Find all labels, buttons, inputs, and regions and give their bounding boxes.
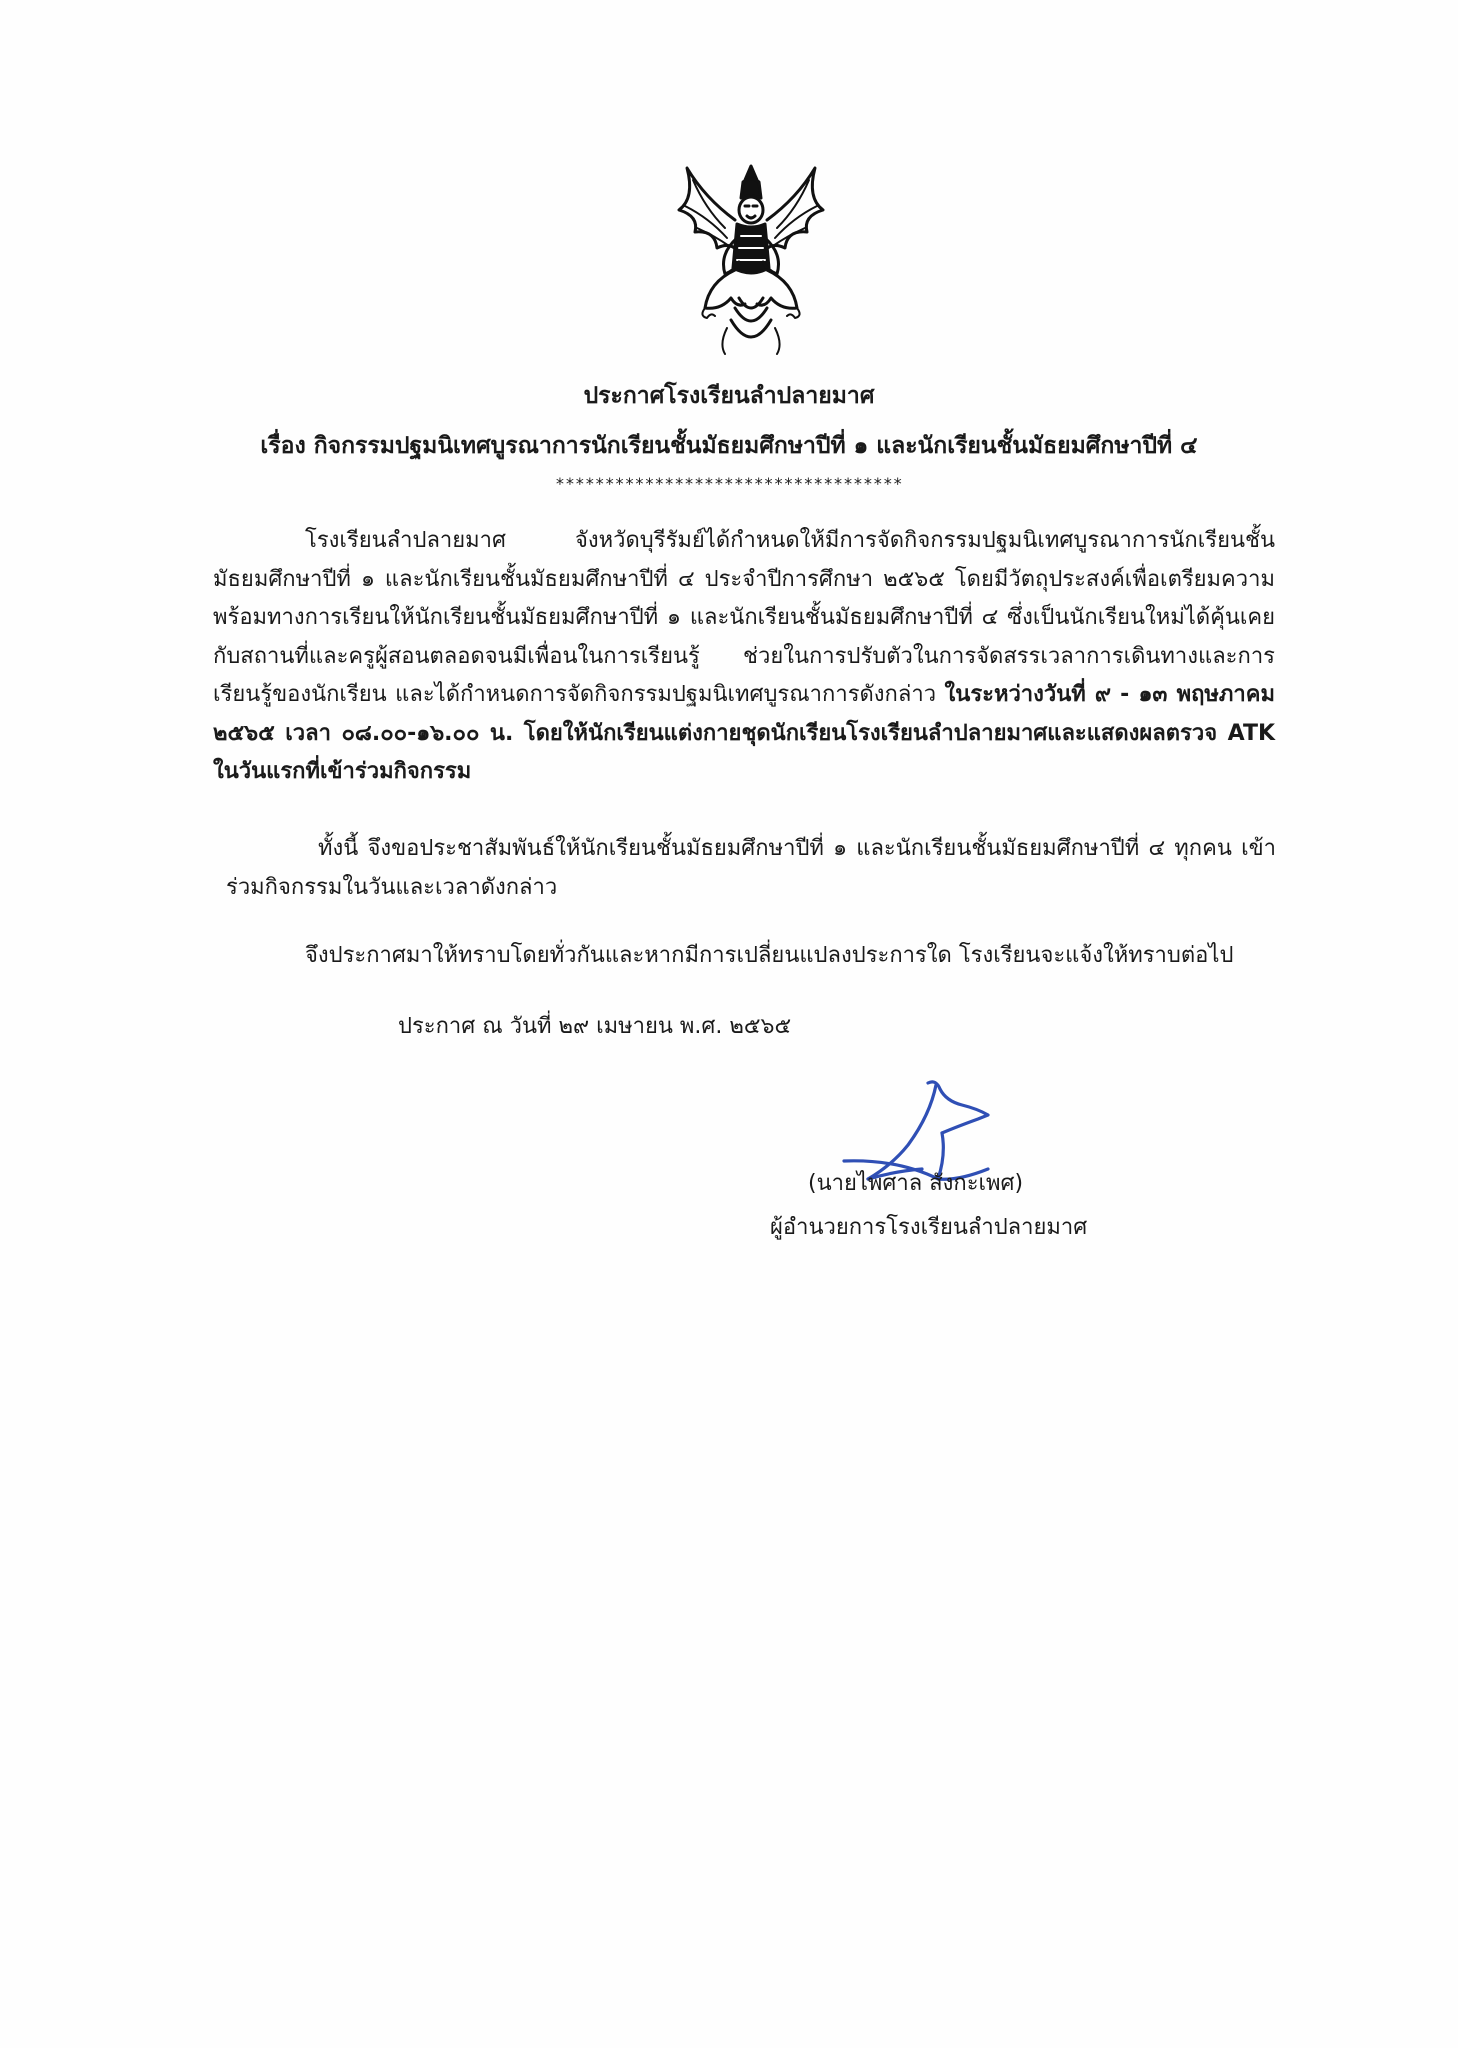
- body-paragraph-1: [213, 522, 1275, 792]
- body-paragraph-2: ทั้งนี้ จึงขอประชาสัมพันธ์ให้นักเรียนชั้นมัธยมศึกษาปีที่ ๑ และนักเรียนชั้นมัธยมศึกษาปีที่ ๔ ทุกคน เข้าร่วมกิจกรรมในวันและเวลาดังกล่าว: [226, 836, 1276, 900]
- announcement-subject: เรื่อง กิจกรรมปฐมนิเทศบูรณาการนักเรียนชั้นมัธยมศึกษาปีที่ ๑ และนักเรียนชั้นมัธยมศึกษาปีที่ ๔: [260, 433, 1198, 459]
- separator-line: ***********************************: [555, 474, 903, 493]
- paragraph-1-text: โรงเรียนลำปลายมาศ จังหวัดบุรีรัมย์ได้กำหนดให้มีการจัดกิจกรรมปฐมนิเทศบูรณาการนักเรียนชั้นมัธยมศึกษาปีที่ ๑ และนักเรียนชั้นมัธยมศึกษาปีที่ ๔ ประจำปีการศึกษา ๒๕๖๕ โดยมีวัตถุประสงค์เพื่อเตรียมความพร้อมทางการเรียนให้นักเรียนชั้นมัธยมศึกษาปีที่ ๑ และนักเรียนชั้นมัธยมศึกษาปีที่ ๔ ซึ่งเป็นนักเรียนใหม่ได้คุ้นเคยกับสถานที่และครูผู้สอนตลอดจนมีเพื่อนในการเรียนรู้ ช่วยในการปรับตัวในการจัดสรรเวลาการเดินทางและการเรียนรู้ของนักเรียน และได้กำหนดการจัดกิจกรรมปฐมนิเทศบูรณาการดังกล่าว: [213, 528, 1275, 707]
- signer-name: (นายไพศาล สังกะเพศ): [808, 1171, 1024, 1196]
- announcement-date: ประกาศ ณ วันที่ ๒๙ เมษายน พ.ศ. ๒๕๖๕: [398, 1014, 792, 1039]
- signer-position: ผู้อำนวยการโรงเรียนลำปลายมาศ: [770, 1215, 1088, 1240]
- garuda-emblem-icon: [665, 158, 837, 358]
- body-paragraph-3: จึงประกาศมาให้ทราบโดยทั่วกันและหากมีการเปลี่ยนแปลงประการใด โรงเรียนจะแจ้งให้ทราบต่อไป: [305, 943, 1234, 968]
- paragraph-1-bold-text: ในระหว่างวันที่ ๙ - ๑๓ พฤษภาคม ๒๕๖๕ เวลา ๐๘.๐๐-๑๖.๐๐ น. โดยให้นักเรียนแต่งกายชุดนักเรียนโรงเรียนลำปลายมาศและแสดงผลตรวจ ATK ในวันแรกที่เข้าร่วมกิจกรรม: [213, 682, 1276, 784]
- announcement-title: ประกาศโรงเรียนลำปลายมาศ: [583, 383, 875, 409]
